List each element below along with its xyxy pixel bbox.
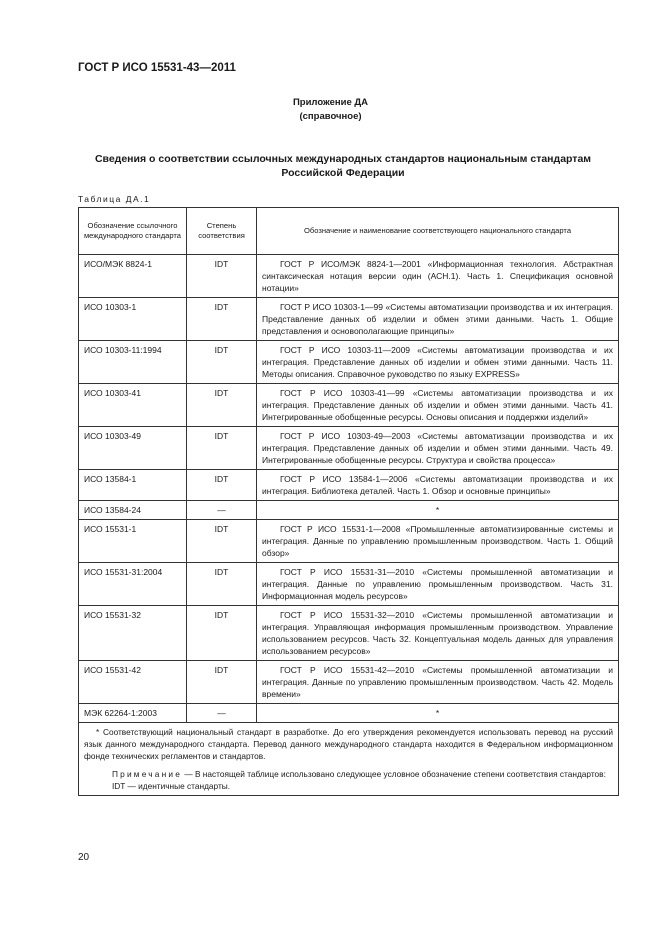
section-title-line1: Сведения о соответствии ссылочных международных стандартов национальным стандартам	[94, 153, 592, 165]
table-row	[79, 384, 619, 427]
table-row	[79, 606, 619, 661]
note-text: — В настоящей таблице использовано следующее условное обозначение степени соответствия стандартов:	[184, 768, 606, 779]
table-header-row	[79, 208, 619, 255]
international-standard-cell: ИСО 10303-1	[79, 298, 187, 341]
annex-label: Приложение ДА	[292, 97, 369, 108]
header-international-standard: Обозначение ссылочного международного стандарта	[79, 208, 187, 255]
international-standard-cell: ИСО 10303-41	[79, 384, 187, 427]
international-standard-cell: МЭК 62264-1:2003	[79, 704, 187, 723]
degree-cell: IDT	[187, 606, 257, 661]
national-standard-cell: ГОСТ Р ИСО/МЭК 8824-1—2001 «Информационная технология. Абстрактная синтаксическая нотация версии один (АСН.1). Часть 1. Спецификация основной нотации»	[257, 255, 619, 298]
degree-cell: IDT	[187, 470, 257, 501]
national-standard-cell: ГОСТ Р ИСО 15531-32—2010 «Системы промышленной автоматизации и интеграция. Управляющая информация промышленным производством. Управление использованием ресурсов. Часть 32. Концептуальная модель данных для управления использованием ресурсов»	[257, 606, 619, 661]
degree-cell: IDT	[187, 298, 257, 341]
degree-cell: IDT	[187, 255, 257, 298]
national-standard-cell: *	[257, 501, 619, 520]
national-standard-cell: ГОСТ Р ИСО 10303-41—99 «Системы автоматизации производства и их интеграция. Представление данных об изделии и обмен этими данными. Часть 41. Интегрированные обобщенные ресурсы. Основы описания и поддержки изделий»	[257, 384, 619, 427]
national-standard-cell: ГОСТ Р ИСО 15531-1—2008 «Промышленные автоматизированные системы и интеграция. Данные по управлению промышленным производством. Часть 1. Общий обзор»	[257, 520, 619, 563]
international-standard-cell: ИСО 15531-42	[79, 661, 187, 704]
international-standard-cell: ИСО/МЭК 8824-1	[79, 255, 187, 298]
table-notes-row	[79, 723, 619, 796]
international-standard-cell: ИСО 13584-1	[79, 470, 187, 501]
national-standard-cell: *	[257, 704, 619, 723]
degree-cell: IDT	[187, 384, 257, 427]
idt-definition: IDT — идентичные стандарты.	[112, 780, 231, 791]
degree-cell: IDT	[187, 427, 257, 470]
international-standard-cell: ИСО 13584-24	[79, 501, 187, 520]
annex-subtitle: (справочное)	[299, 111, 362, 122]
degree-cell: —	[187, 501, 257, 520]
table-caption: Таблица ДА.1	[78, 194, 151, 204]
document-header: ГОСТ Р ИСО 15531-43—2011	[78, 62, 236, 74]
table-row	[79, 298, 619, 341]
national-standard-cell: ГОСТ Р ИСО 10303-11—2009 «Системы автоматизации производства и их интеграция. Представление данных об изделии и обмен этими данными. Часть 11. Методы описания. Справочное руководство по языку EXPRESS»	[257, 341, 619, 384]
note-label: Примечание	[112, 768, 183, 779]
national-standard-cell: ГОСТ Р ИСО 15531-31—2010 «Системы промышленной автоматизации и интеграция. Данные по управлению промышленным производством. Часть 31. Информационная модель ресурсов»	[257, 563, 619, 606]
table-row	[79, 704, 619, 723]
national-standard-cell: ГОСТ Р ИСО 10303-1—99 «Системы автоматизации производства и их интеграция. Представление данных об изделии и обмен этими данными. Часть 1. Общие представления и основополагающие принципы»	[257, 298, 619, 341]
international-standard-cell: ИСО 15531-1	[79, 520, 187, 563]
degree-cell: IDT	[187, 520, 257, 563]
table-row	[79, 470, 619, 501]
national-standard-cell: ГОСТ Р ИСО 15531-42—2010 «Системы промышленной автоматизации и интеграция. Данные по управлению промышленным производством. Часть 42. Модель времени»	[257, 661, 619, 704]
header-national-standard: Обозначение и наименование соответствующего национального стандарта	[257, 208, 619, 255]
degree-cell: —	[187, 704, 257, 723]
table-notes	[79, 723, 619, 796]
table-note	[84, 768, 613, 780]
international-standard-cell: ИСО 15531-32	[79, 606, 187, 661]
international-standard-cell: ИСО 10303-49	[79, 427, 187, 470]
table-row	[79, 341, 619, 384]
degree-cell: IDT	[187, 341, 257, 384]
national-standard-cell: ГОСТ Р ИСО 10303-49—2003 «Системы автоматизации производства и их интеграция. Представление данных об изделии и обмен этими данными. Часть 49. Интегрированные обобщенные ресурсы. Структура и свойства процесса»	[257, 427, 619, 470]
national-standard-cell: ГОСТ Р ИСО 13584-1—2006 «Системы автоматизации производства и их интеграция. Библиотека деталей. Часть 1. Обзор и основные принципы»	[257, 470, 619, 501]
header-degree: Степень соответствия	[187, 208, 257, 255]
table-row	[79, 520, 619, 563]
section-title-line2: Российской Федерации	[281, 167, 405, 179]
section-title	[78, 152, 608, 180]
footnote: * Соответствующий национальный стандарт в разработке. До его утверждения рекомендуется использовать перевод на русский язык данного международного стандарта. Перевод данного международного стандарта находится в Федеральном информационном фонде технических регламентов и стандартов.	[84, 727, 613, 762]
degree-cell: IDT	[187, 661, 257, 704]
annex-title	[0, 96, 661, 124]
table-row	[79, 427, 619, 470]
international-standard-cell: ИСО 15531-31:2004	[79, 563, 187, 606]
correspondence-table	[78, 207, 619, 796]
table-row	[79, 661, 619, 704]
table-row	[79, 255, 619, 298]
degree-cell: IDT	[187, 563, 257, 606]
table-row	[79, 563, 619, 606]
table-row	[79, 501, 619, 520]
international-standard-cell: ИСО 10303-11:1994	[79, 341, 187, 384]
page-number: 20	[78, 852, 90, 863]
